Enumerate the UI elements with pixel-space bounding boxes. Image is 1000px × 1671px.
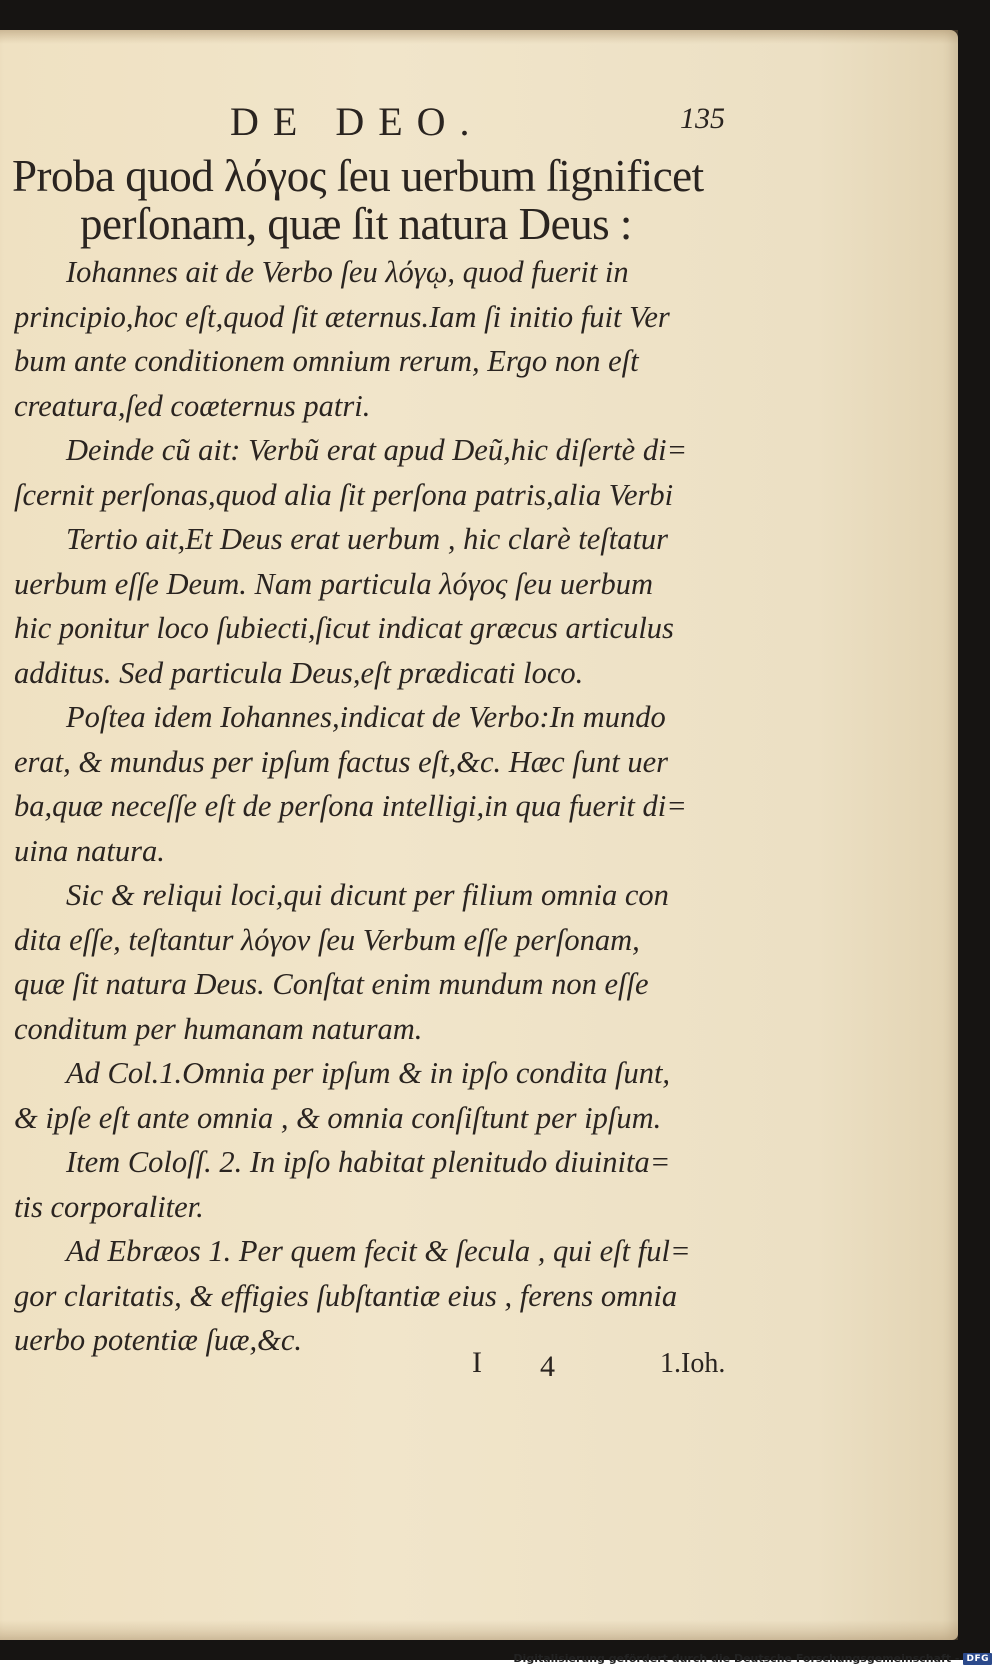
- text-line: Poſtea idem Iohannes,indicat de Verbo:In mundo: [66, 700, 666, 734]
- text-line: tis corporaliter.: [14, 1189, 204, 1224]
- body-text: [14, 250, 754, 1363]
- text-line: Item Coloſſ. 2. In ipſo habitat plenitudo diuinita=: [66, 1145, 671, 1179]
- running-head: DE DEO.: [230, 99, 484, 144]
- text-line: Deinde cũ ait: Verbũ erat apud Deũ,hic diſertè di=: [66, 433, 688, 467]
- text-line: uerbum eſſe Deum. Nam particula λόγος ſeu uerbum: [14, 566, 654, 601]
- text-line: ſcernit perſonas,quod alia ſit perſona patris,alia Verbi: [14, 477, 674, 512]
- text-line: ba,quæ neceſſe eſt de perſona intelligi,in qua fuerit di=: [14, 789, 687, 823]
- text-line: conditum per humanam naturam.: [14, 1011, 423, 1046]
- text-line: & ipſe eſt ante omnia , & omnia conſiſtunt per ipſum.: [14, 1100, 662, 1135]
- credit-text: Digitalisierung gefördert durch die Deutsche Forschungsgemeinschaft -: [513, 1652, 960, 1665]
- page-number: 135: [680, 102, 725, 135]
- text-line: bum ante conditionem omnium rerum, Ergo non eſt: [14, 344, 639, 378]
- text-line: Tertio ait,Et Deus erat uerbum , hic clarè teſtatur: [66, 522, 669, 556]
- text-line: gor claritatis, & effigies ſubſtantiæ eius , ferens omnia: [14, 1278, 678, 1313]
- catchword: 1.Ioh.: [660, 1348, 726, 1379]
- signature-mark: I: [472, 1346, 482, 1379]
- text-line: hic ponitur loco ſubiecti,ſicut indicat græcus articulus: [14, 611, 674, 645]
- text-line: Iohannes ait de Verbo ſeu λόγῳ, quod fuerit in: [66, 255, 629, 289]
- text-line: Ad Ebræos 1. Per quem fecit & ſecula , qui eſt ful=: [66, 1234, 691, 1268]
- text-line: Sic & reliqui loci,qui dicunt per filium omnia con: [66, 878, 669, 912]
- text-line: creatura,ſed coæternus patri.: [14, 388, 371, 423]
- text-line: Ad Col.1.Omnia per ipſum & in ipſo condita ſunt,: [66, 1056, 671, 1090]
- section-heading-line-2: perſonam, quæ ſit natura Deus :: [80, 199, 632, 249]
- text-line: principio,hoc eſt,quod ſit æternus.Iam ſi initio fuit Ver: [14, 299, 670, 334]
- text-line: quæ ſit natura Deus. Conſtat enim mundum non eſſe: [14, 967, 649, 1001]
- text-line: erat, & mundus per ipſum factus eſt,&c. Hæc ſunt uer: [14, 744, 668, 779]
- section-heading-line-1: Proba quod λόγος ſeu uerbum ſignificet: [12, 151, 704, 201]
- page-edge-shadow-top: [0, 30, 958, 44]
- text-line: dita eſſe, teſtantur λόγον ſeu Verbum eſſe perſonam,: [14, 922, 640, 957]
- digitization-credit: [513, 1652, 992, 1665]
- dfg-logo: DFG: [963, 1653, 992, 1665]
- text-line: additus. Sed particula Deus,eſt prædicati loco.: [14, 655, 584, 690]
- page-edge-shadow-bottom: [0, 1620, 958, 1640]
- text-line: uerbo potentiæ ſuæ,&c.: [14, 1323, 303, 1357]
- signature-number: 4: [540, 1350, 555, 1383]
- text-line: uina natura.: [14, 833, 165, 868]
